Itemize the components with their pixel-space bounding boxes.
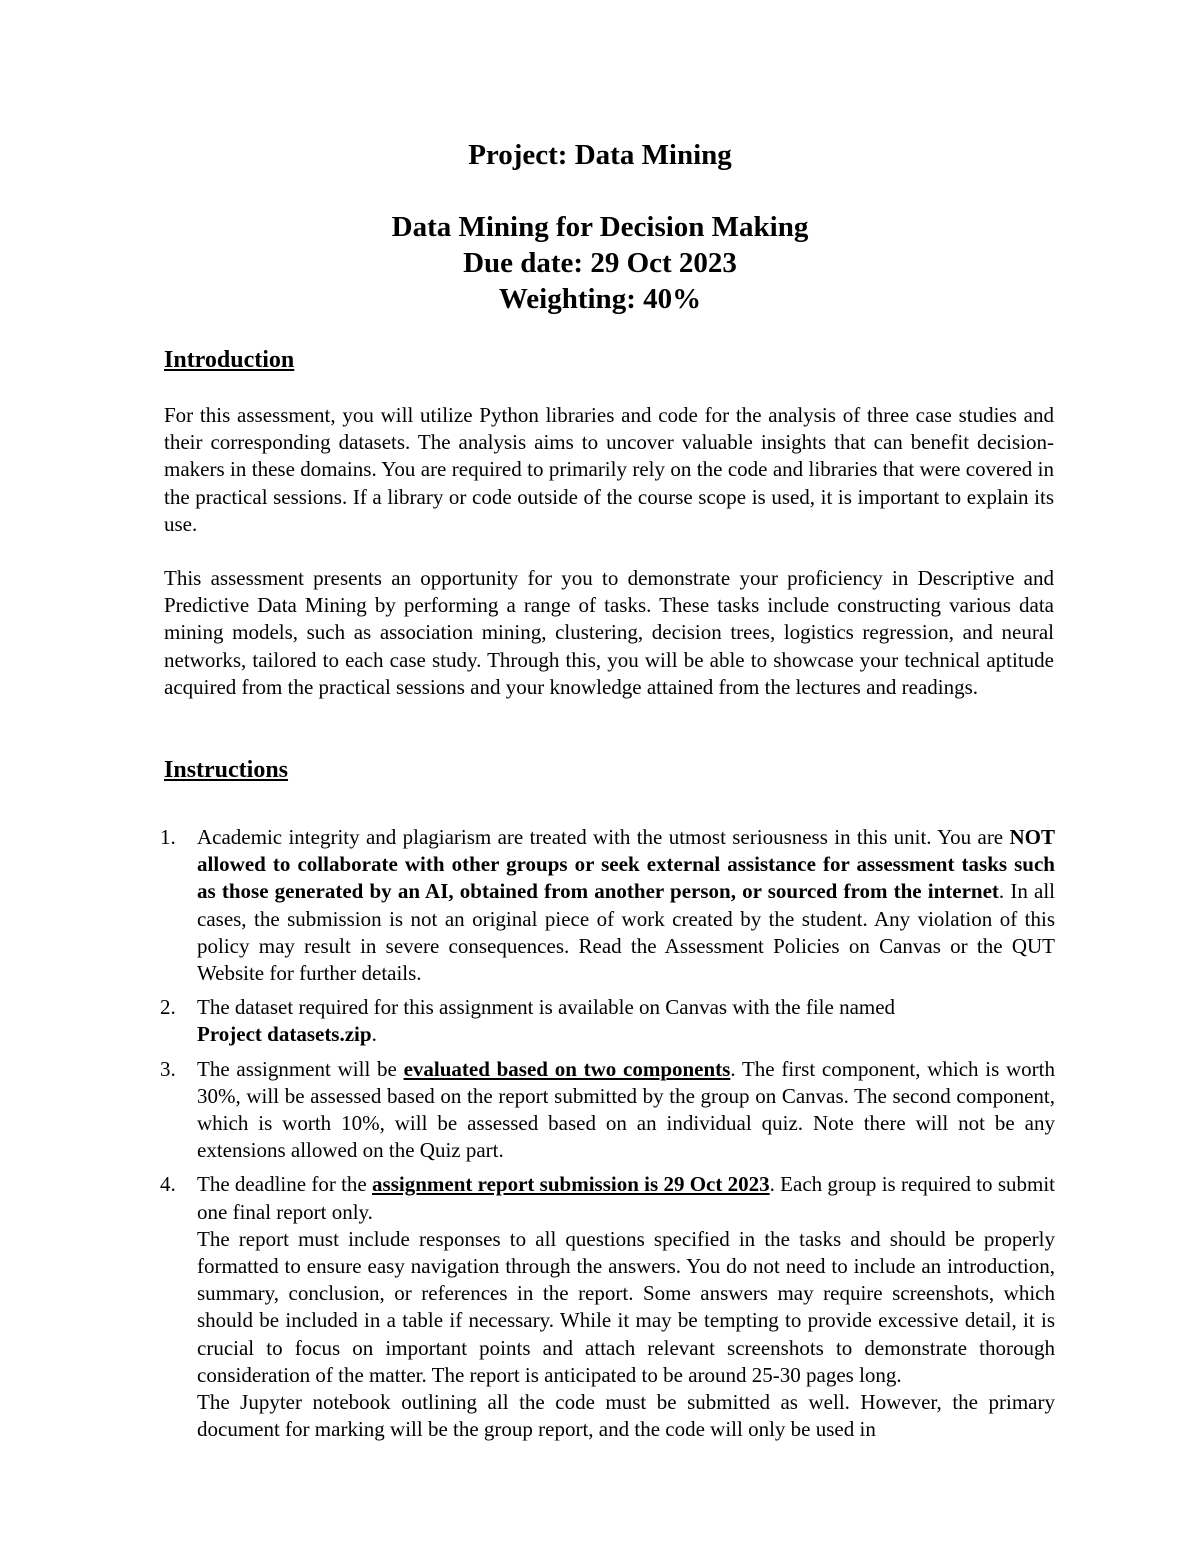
item-text: . In all cases, the submission is not an original piece of work created by the student. Any violation of this policy may result in severe consequences. Read the Assessment Policies on Canvas or the QUT Website for further details.	[197, 879, 1055, 986]
list-item	[160, 824, 1055, 987]
list-item	[160, 994, 1055, 1048]
weighting: Weighting: 40%	[498, 283, 702, 315]
item-text: . Each group is required to submit one final report only.	[197, 1172, 1055, 1224]
instructions-heading: Instructions	[164, 757, 289, 783]
due-date: Due date: 29 Oct 2023	[463, 247, 737, 279]
page-title: Project: Data Mining	[468, 139, 732, 171]
subtitle-block	[0, 209, 1200, 317]
instructions-list	[160, 824, 1055, 1450]
introduction-paragraph-2: This assessment presents an opportunity for you to demonstrate your proficiency in Descriptive and Predictive Data Mining by performing a range of tasks. These tasks include constructing various data mining models, such as association mining, clustering, decision trees, logistics regression, and neural networks, tailored to each case study. Through this, you will be able to showcase your technical aptitude acquired from the practical sessions and your knowledge attained from the lectures and readings.	[164, 566, 1054, 699]
project-title	[0, 137, 1200, 173]
list-number: 4.	[160, 1172, 176, 1197]
item-subparagraph: The report must include responses to all questions specified in the tasks and should be properly formatted to ensure easy navigation through the answers. You do not need to include an introduction, summary, conclusion, or references in the report. Some answers may require screenshots, which should be included in a table if necessary. While it may be tempting to provide excessive detail, it is crucial to focus on important points and attach relevant screenshots to demonstrate thorough consideration of the matter. The report is anticipated to be around 25-30 pages long.	[197, 1226, 1055, 1387]
list-number: 3.	[160, 1056, 176, 1081]
item-text: The dataset required for this assignment is available on Canvas with the file named	[197, 995, 896, 1020]
item-text: The deadline for the	[197, 1172, 373, 1197]
item-bold-underlined-text: assignment report submission is 29 Oct 2023	[372, 1172, 770, 1197]
subtitle: Data Mining for Decision Making	[391, 211, 809, 243]
introduction-heading: Introduction	[164, 347, 295, 373]
item-text: The assignment will be	[197, 1056, 404, 1081]
list-number: 2.	[160, 995, 176, 1020]
item-text: Academic integrity and plagiarism are treated with the utmost seriousness in this unit. You are	[197, 825, 1010, 849]
list-item	[160, 1171, 1055, 1443]
list-number: 1.	[160, 825, 176, 849]
introduction-paragraph-1: For this assessment, you will utilize Python libraries and code for the analysis of three case studies and their corresponding datasets. The analysis aims to uncover valuable insights that can benefit decision-makers in these domains. You are required to primarily rely on the code and libraries that were covered in the practical sessions. If a library or code outside of the course scope is used, it is important to explain its use.	[164, 403, 1054, 536]
item-bold-text: NOT allowed to collaborate with other groups or seek external assistance for assessment tasks such as those generated by an AI, obtained from another person, or sourced from the internet	[197, 825, 1055, 904]
item-bold-underlined-text: evaluated based on two components	[403, 1056, 731, 1081]
list-item	[160, 1056, 1055, 1165]
item-text: . The first component, which is worth 30%, will be assessed based on the report submitted by the group on Canvas. The second component, which is worth 10%, will be assessed based on an individual quiz. Note there will not be any extensions allowed on the Quiz part.	[197, 1056, 1055, 1163]
item-bold-text: Project datasets.zip	[197, 1022, 372, 1047]
item-text: .	[371, 1022, 377, 1047]
item-subparagraph: The Jupyter notebook outlining all the code must be submitted as well. However, the primary document for marking will be the group report, and the code will only be used in	[197, 1390, 1055, 1442]
